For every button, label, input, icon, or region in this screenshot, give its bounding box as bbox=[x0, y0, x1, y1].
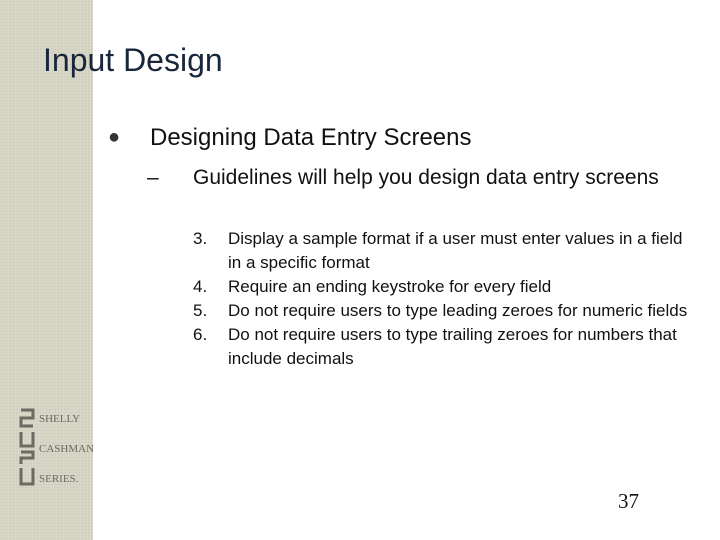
dash-bullet-icon: – bbox=[147, 166, 159, 189]
logo-word-series: SERIES. bbox=[39, 473, 79, 485]
list-item bbox=[193, 299, 693, 323]
list-item-number: 4. bbox=[193, 277, 208, 296]
list-item-text: Do not require users to type leading zeroes for numeric fields bbox=[228, 301, 688, 320]
list-item-text: Require an ending keystroke for every field bbox=[228, 277, 552, 296]
level1-heading: Designing Data Entry Screens bbox=[150, 124, 472, 151]
bullet-icon: ● bbox=[108, 126, 121, 148]
list-item bbox=[193, 227, 693, 275]
list-item-text: Display a sample format if a user must enter values in a field in a specific format bbox=[228, 229, 683, 272]
page-number: 37 bbox=[618, 489, 639, 513]
list-item bbox=[193, 323, 693, 371]
list-item-number: 5. bbox=[193, 301, 208, 320]
list-item-text: Do not require users to type trailing zeroes for numbers that include decimals bbox=[228, 325, 677, 368]
shelly-cashman-logo bbox=[15, 404, 95, 492]
logo-word-cashman: CASHMAN bbox=[39, 443, 95, 455]
level2-text: Guidelines will help you design data entry screens bbox=[193, 166, 659, 189]
slide-title: Input Design bbox=[43, 42, 223, 78]
list-item-number: 6. bbox=[193, 325, 208, 344]
list-item bbox=[193, 275, 693, 299]
logo-word-shelly: SHELLY bbox=[39, 413, 81, 425]
guideline-list bbox=[193, 227, 693, 371]
list-item-number: 3. bbox=[193, 229, 208, 248]
